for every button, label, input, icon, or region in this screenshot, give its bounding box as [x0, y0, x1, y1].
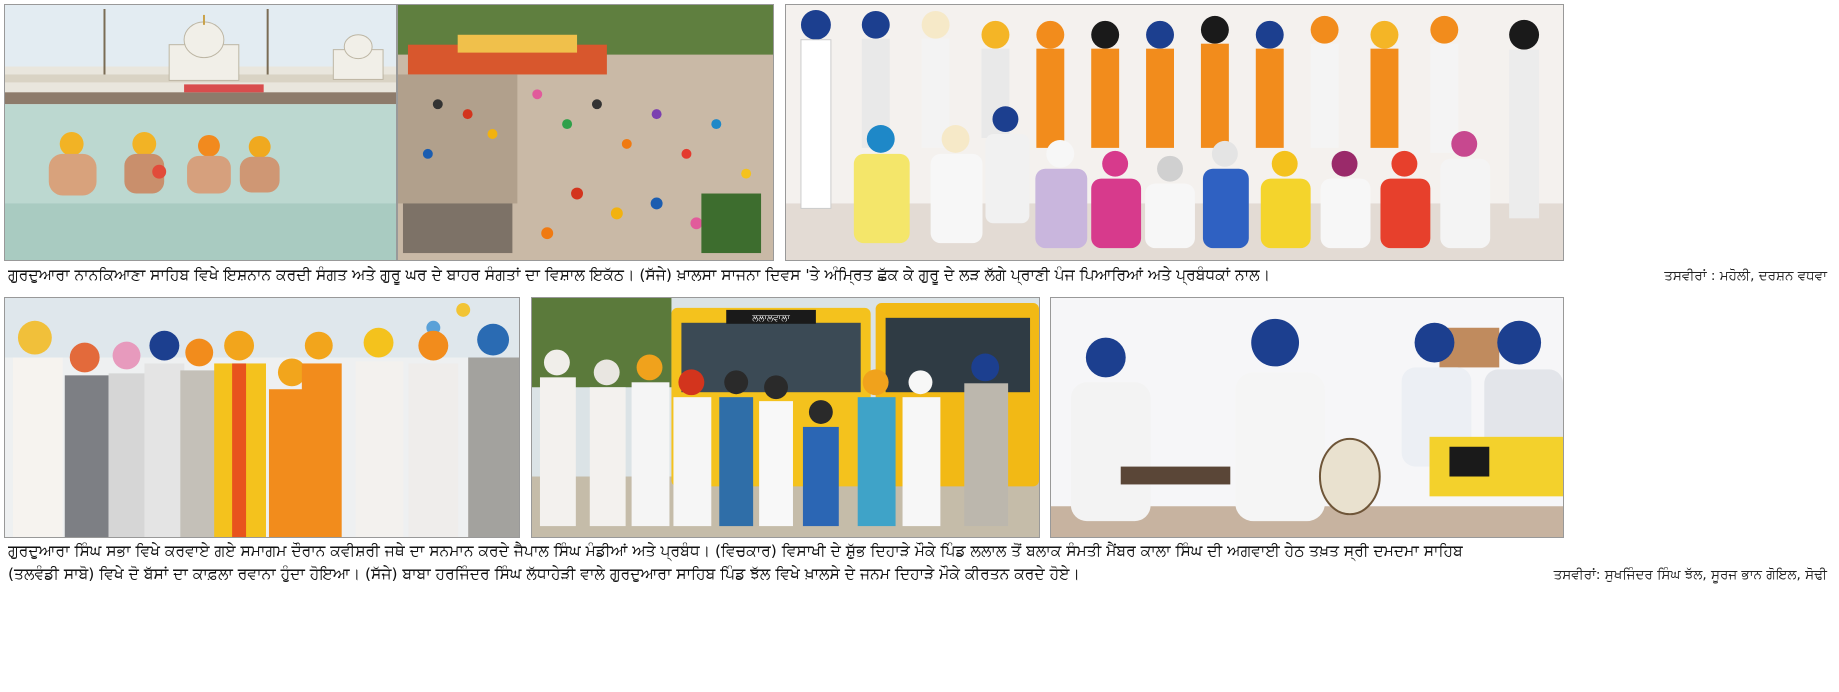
photo-amrit-sanchar-group	[785, 4, 1564, 261]
photo-bus-convoy	[531, 297, 1040, 538]
bottom-caption-line-1: ਗੁਰਦੁਆਰਾ ਸਿੰਘ ਸਭਾ ਵਿਖੇ ਕਰਵਾਏ ਗਏ ਸਮਾਗਮ ਦੌਰਾਨ ਕਵੀਸ਼ਰੀ ਜਥੇ ਦਾ ਸਨਮਾਨ ਕਰਦੇ ਜੈਪਾਲ ਸਿੰਘ ਮੰਡੀਆਂ ਅਤੇ ਪ੍ਰਬੰਧ। (ਵਿਚਕਾਰ) ਵਿਸਾਖੀ ਦੇ ਸ਼ੁੱਭ ਦਿਹਾੜੇ ਮੌਕੇ ਪਿੰਡ ਲਲਾਲ ਤੋਂ ਬਲਾਕ ਸੰਮਤੀ ਮੈਂਬਰ ਕਾਲਾ ਸਿੰਘ ਦੀ ਅਗਵਾਈ ਹੇਠ ਤਖ਼ਤ ਸ੍ਰੀ ਦਮਦਮਾ ਸਾਹਿਬ	[8, 542, 1463, 560]
photo-sarovar-bathers	[4, 4, 397, 261]
top-photo-credit: ਤਸਵੀਰਾਂ : ਮਹੋਲੀ, ਦਰਸ਼ਨ ਵਧਵਾ	[1664, 268, 1827, 284]
photo-kirtan	[1050, 297, 1564, 538]
photo-kavishri-jatha-honor	[4, 297, 520, 538]
bottom-caption-line-2: (ਤਲਵੰਡੀ ਸਾਬੋ) ਵਿਖੇ ਦੋ ਬੱਸਾਂ ਦਾ ਕਾਫ਼ਲਾ ਰਵਾਨਾ ਹੁੰਦਾ ਹੋਇਆ। (ਸੱਜੇ) ਬਾਬਾ ਹਰਜਿੰਦਰ ਸਿੰਘ ਲੱਧਾਹੇੜੀ ਵਾਲੇ ਗੁਰਦੁਆਰਾ ਸਾਹਿਬ ਪਿੰਡ ਝੱਲ ਵਿਖੇ ਖ਼ਾਲਸੇ ਦੇ ਜਨਮ ਦਿਹਾੜੇ ਮੌਕੇ ਕੀਰਤਨ ਕਰਦੇ ਹੋਏ।	[8, 565, 1080, 583]
bus-sign-text: ਲਲਾਲਵਾਲਾ	[752, 313, 790, 324]
bottom-photo-credit: ਤਸਵੀਰਾਂ: ਸੁਖਜਿੰਦਰ ਸਿੰਘ ਝੱਲ, ਸੂਰਜ ਭਾਨ ਗੋਇਲ, ਸੋਢੀ	[1553, 567, 1827, 583]
photo-crowd-outside	[397, 4, 774, 261]
top-caption: ਗੁਰਦੁਆਰਾ ਨਾਨਕਿਆਣਾ ਸਾਹਿਬ ਵਿਖੇ ਇਸ਼ਨਾਨ ਕਰਦੀ ਸੰਗਤ ਅਤੇ ਗੁਰੂ ਘਰ ਦੇ ਬਾਹਰ ਸੰਗਤਾਂ ਦਾ ਵਿਸ਼ਾਲ ਇਕੱਠ। (ਸੱਜੇ) ਖ਼ਾਲਸਾ ਸਾਜਨਾ ਦਿਵਸ 'ਤੇ ਅੰਮ੍ਰਿਤ ਛੱਕ ਕੇ ਗੁਰੂ ਦੇ ਲੜ ਲੱਗੇ ਪ੍ਰਾਣੀ ਪੰਜ ਪਿਆਰਿਆਂ ਅਤੇ ਪ੍ਰਬੰਧਕਾਂ ਨਾਲ।	[8, 266, 1271, 284]
